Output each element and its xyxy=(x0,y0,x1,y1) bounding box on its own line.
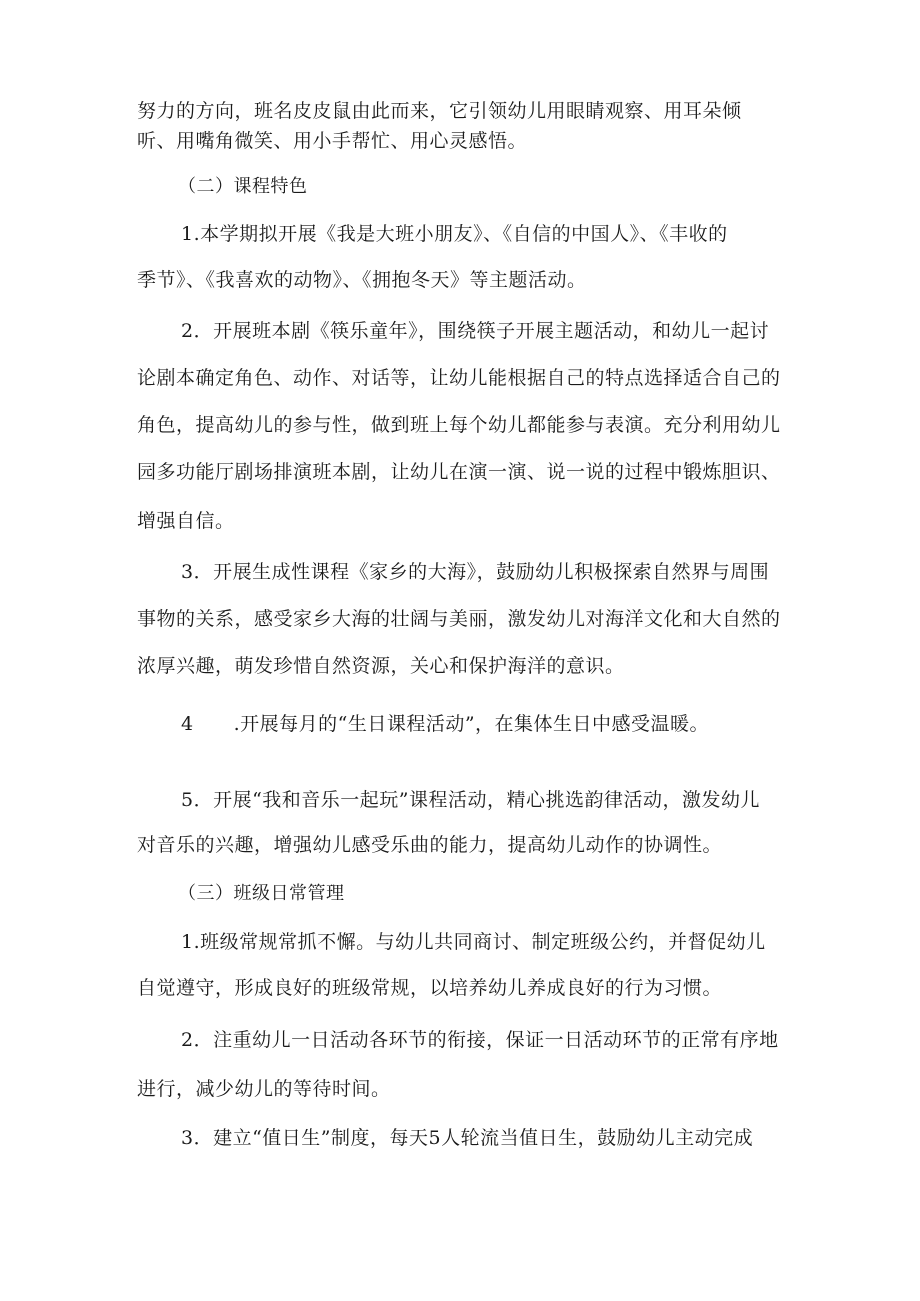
intro-line-1: 努力的方向，班名皮皮鼠由此而来，它引领幼儿用眼睛观察、用耳朵倾 xyxy=(137,100,742,122)
course-item-3-line-1: 3．开展生成性课程《家乡的大海》，鼓励幼儿积极探索自然界与周围 xyxy=(181,561,770,583)
management-item-1-line-1: 1.班级常规常抓不懈。与幼儿共同商讨、制定班级公约，并督促幼儿 xyxy=(181,931,766,953)
course-item-2-line-2: 论剧本确定角色、动作、对话等，让幼儿能根据自己的特点选择适合自己的 xyxy=(137,367,781,389)
course-item-5-line-1: 5．开展“我和音乐一起玩”课程活动，精心挑选韵律活动，激发幼儿 xyxy=(181,789,761,811)
course-item-5-line-2: 对音乐的兴趣，增强幼儿感受乐曲的能力，提高幼儿动作的协调性。 xyxy=(137,834,723,856)
course-item-3-line-3: 浓厚兴趣，萌发珍惜自然资源，关心和保护海洋的意识。 xyxy=(137,655,625,677)
course-item-2-line-1: 2．开展班本剧《筷乐童年》，围绕筷子开展主题活动，和幼儿一起讨 xyxy=(181,320,770,342)
section-heading-daily-management: （三）班级日常管理 xyxy=(178,883,345,904)
course-item-2-line-4: 园多功能厅剧场排演班本剧，让幼儿在演一演、说一说的过程中锻炼胆识、 xyxy=(137,461,781,483)
intro-line-2: 听、用嘴角微笑、用小手帮忙、用心灵感悟。 xyxy=(137,130,528,152)
section-heading-course-features: （二）课程特色 xyxy=(178,176,308,197)
management-item-3-line-1: 3．建立“值日生”制度，每天5人轮流当值日生，鼓励幼儿主动完成 xyxy=(181,1127,754,1149)
course-item-2-line-5: 增强自信。 xyxy=(137,510,235,532)
course-item-4-text: .开展每月的“生日课程活动”，在集体生日中感受温暖。 xyxy=(233,713,710,735)
course-item-1-line-2: 季节》、《我喜欢的动物》、《拥抱冬天》等主题活动。 xyxy=(137,269,587,291)
management-item-2-line-1: 2．注重幼儿一日活动各环节的衔接，保证一日活动环节的正常有序地 xyxy=(181,1029,779,1051)
course-item-4 xyxy=(181,712,709,736)
course-item-2-line-3: 角色，提高幼儿的参与性，做到班上每个幼儿都能参与表演。充分利用幼儿 xyxy=(137,414,781,436)
management-item-2-line-2: 进行，减少幼儿的等待时间。 xyxy=(137,1078,391,1100)
management-item-1-line-2: 自觉遵守，形成良好的班级常规，以培养幼儿养成良好的行为习惯。 xyxy=(137,977,723,999)
course-item-4-number: 4 xyxy=(181,713,194,735)
course-item-3-line-2: 事物的关系，感受家乡大海的壮阔与美丽，激发幼儿对海洋文化和大自然的 xyxy=(137,608,781,630)
course-item-1-line-1: 1.本学期拟开展《我是大班小朋友》、《自信的中国人》、《丰收的 xyxy=(181,223,728,245)
